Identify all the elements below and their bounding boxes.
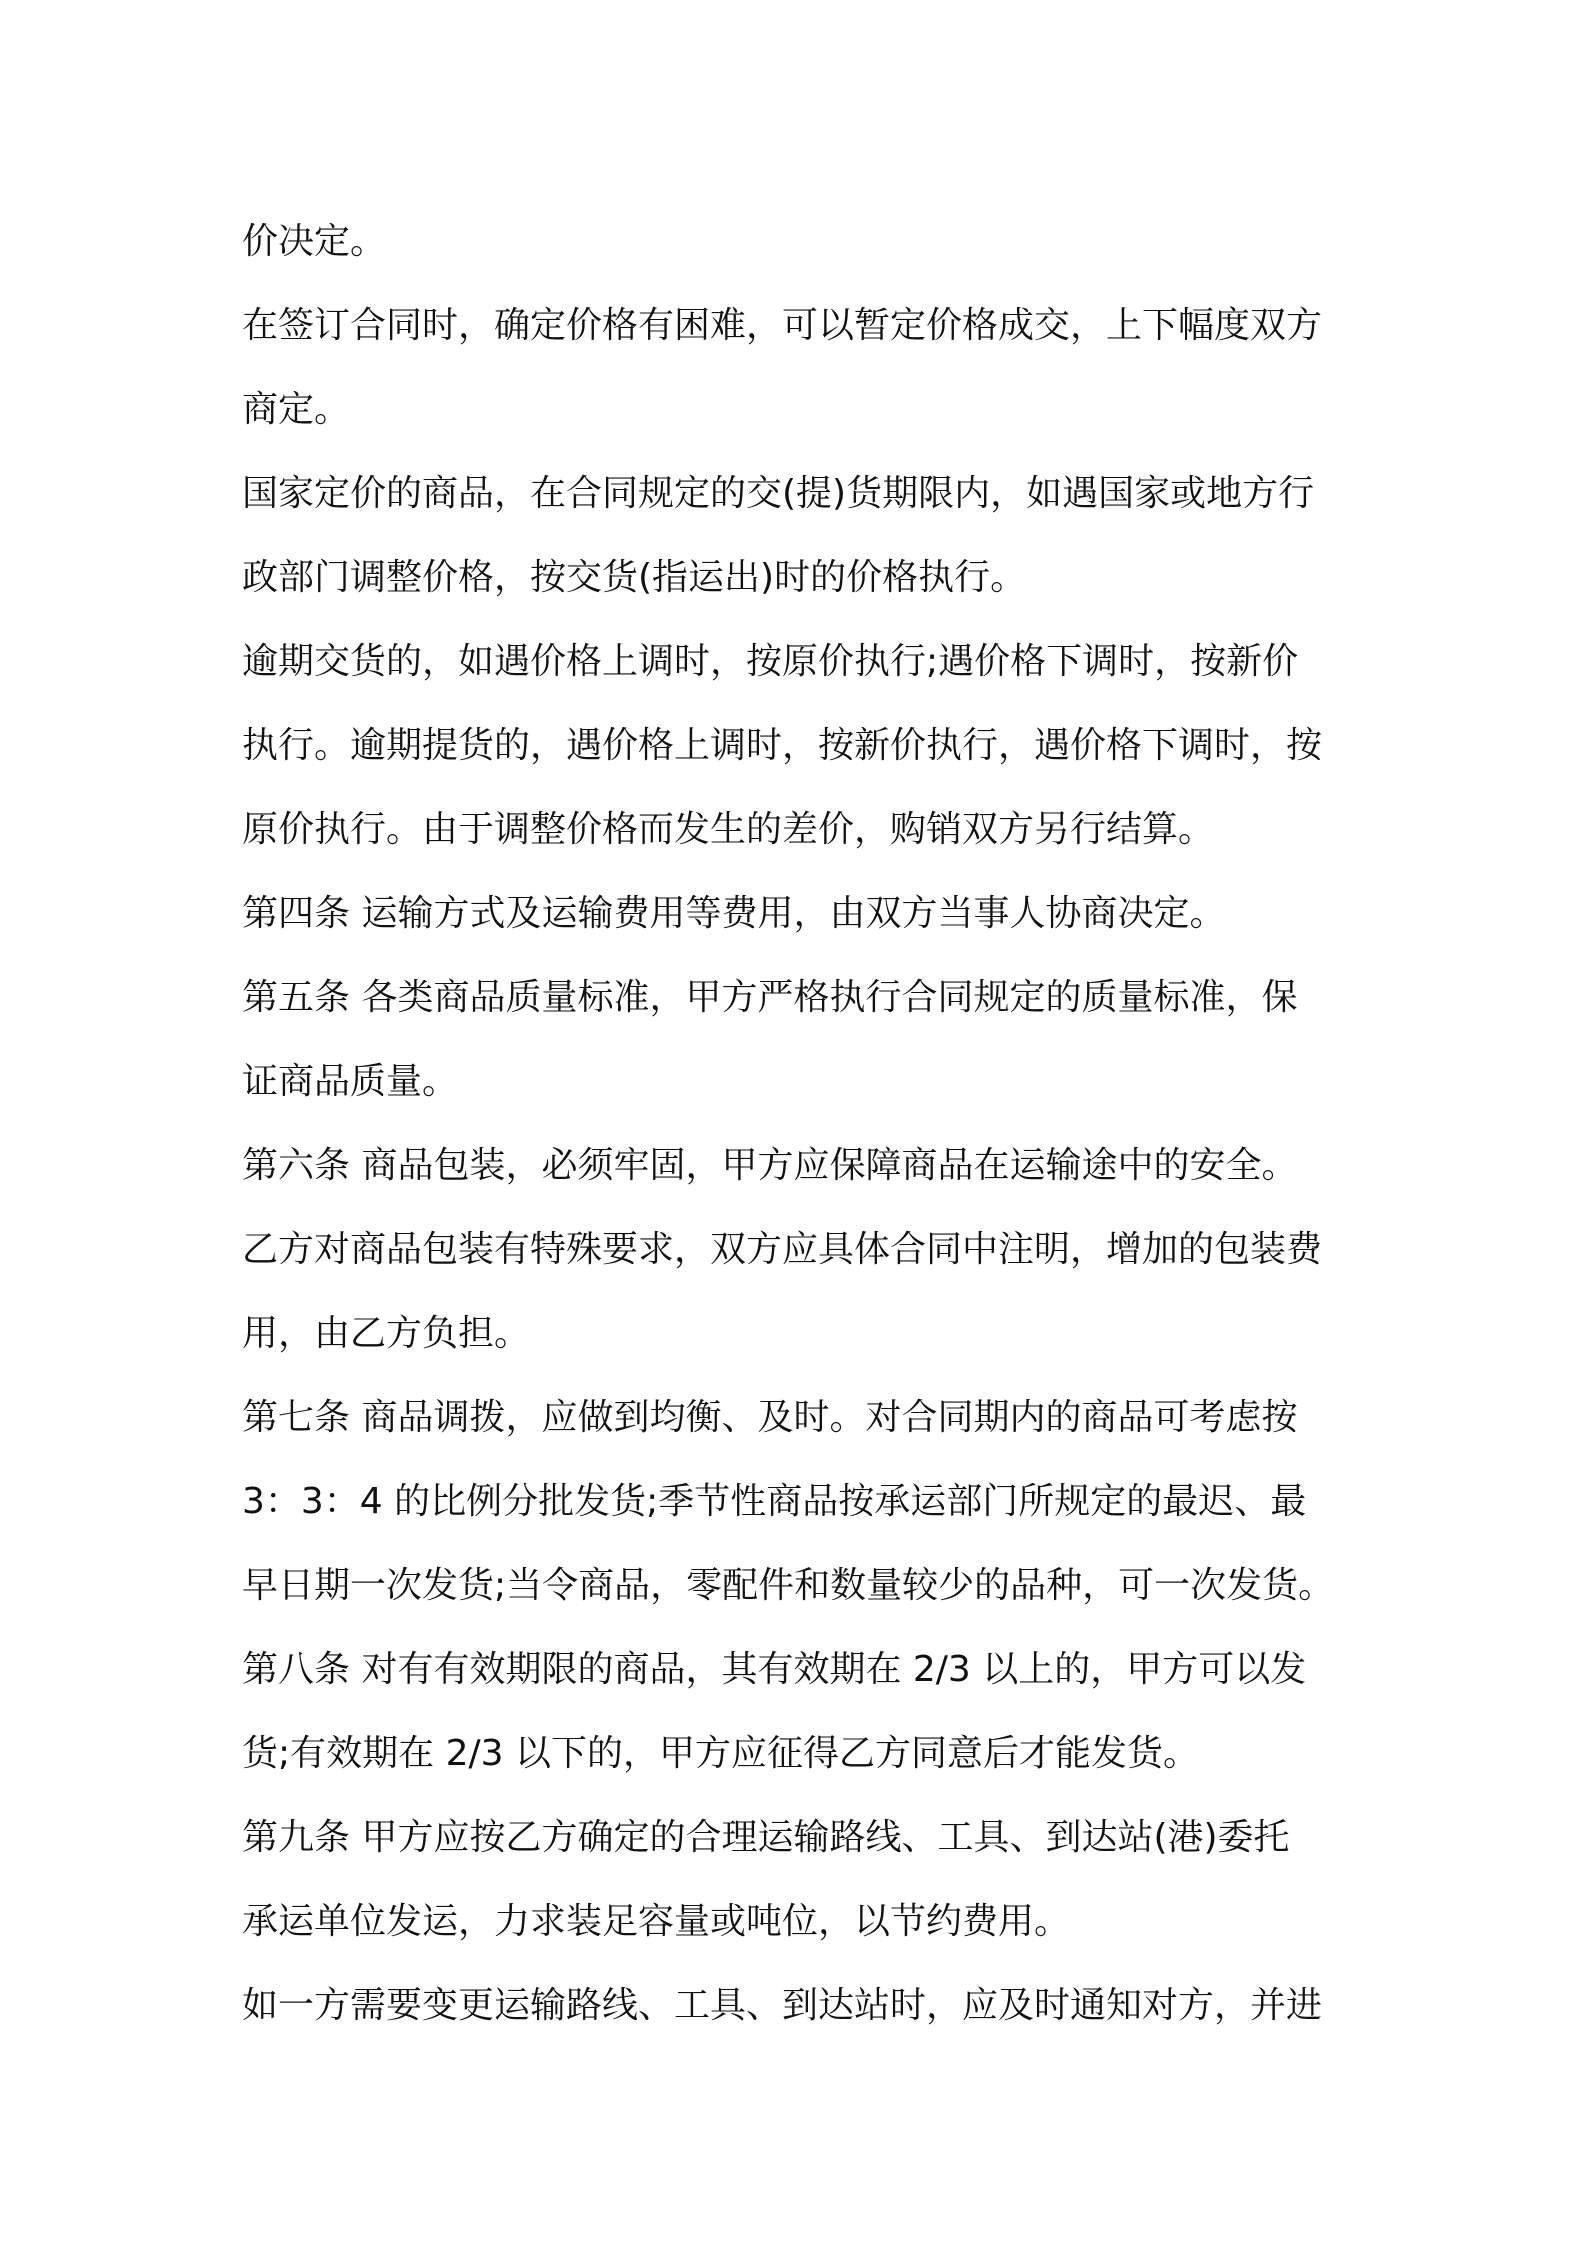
text-line: 国家定价的商品，在合同规定的交(提)货期限内，如遇国家或地方行 (242, 473, 1315, 514)
article-8-line: 第八条 对有有效期限的商品，其有效期在 2/3 以上的，甲方可以发 (242, 1649, 1307, 1690)
text-line: 乙方对商品包装有特殊要求，双方应具体合同中注明，增加的包装费 (242, 1229, 1323, 1270)
article-6-line: 第六条 商品包装，必须牢固，甲方应保障商品在运输途中的安全。 (242, 1145, 1298, 1186)
text-line: 逾期交货的，如遇价格上调时，按原价执行;遇价格下调时，按新价 (242, 641, 1299, 682)
text-line: 在签订合同时，确定价格有困难，可以暂定价格成交，上下幅度双方 (242, 305, 1323, 346)
text-line: 证商品质量。 (242, 1061, 459, 1102)
text-line: 政部门调整价格，按交货(指运出)时的价格执行。 (242, 557, 1027, 598)
article-5-line: 第五条 各类商品质量标准，甲方严格执行合同规定的质量标准，保 (242, 977, 1298, 1018)
article-9-line: 第九条 甲方应按乙方确定的合理运输路线、工具、到达站(港)委托 (242, 1817, 1290, 1858)
text-line: 原价执行。由于调整价格而发生的差价，购销双方另行结算。 (242, 809, 1215, 850)
text-line: 用，由乙方负担。 (242, 1313, 531, 1354)
text-line: 货;有效期在 2/3 以下的，甲方应征得乙方同意后才能发货。 (242, 1733, 1199, 1774)
text-line: 商定。 (242, 389, 351, 430)
article-7-line: 第七条 商品调拨，应做到均衡、及时。对合同期内的商品可考虑按 (242, 1397, 1298, 1438)
text-line: 早日期一次发货;当令商品，零配件和数量较少的品种，可一次发货。 (242, 1565, 1335, 1606)
text-line: 3：3：4 的比例分批发货;季节性商品按承运部门所规定的最迟、最 (242, 1481, 1307, 1522)
text-line: 承运单位发运，力求装足容量或吨位，以节约费用。 (242, 1901, 1071, 1942)
document-body (242, 200, 1362, 2048)
text-line: 价决定。 (242, 221, 387, 262)
article-4-line: 第四条 运输方式及运输费用等费用，由双方当事人协商决定。 (242, 893, 1226, 934)
text-line: 执行。逾期提货的，遇价格上调时，按新价执行，遇价格下调时，按 (242, 725, 1323, 766)
text-line: 如一方需要变更运输路线、工具、到达站时，应及时通知对方，并进 (242, 1985, 1323, 2026)
